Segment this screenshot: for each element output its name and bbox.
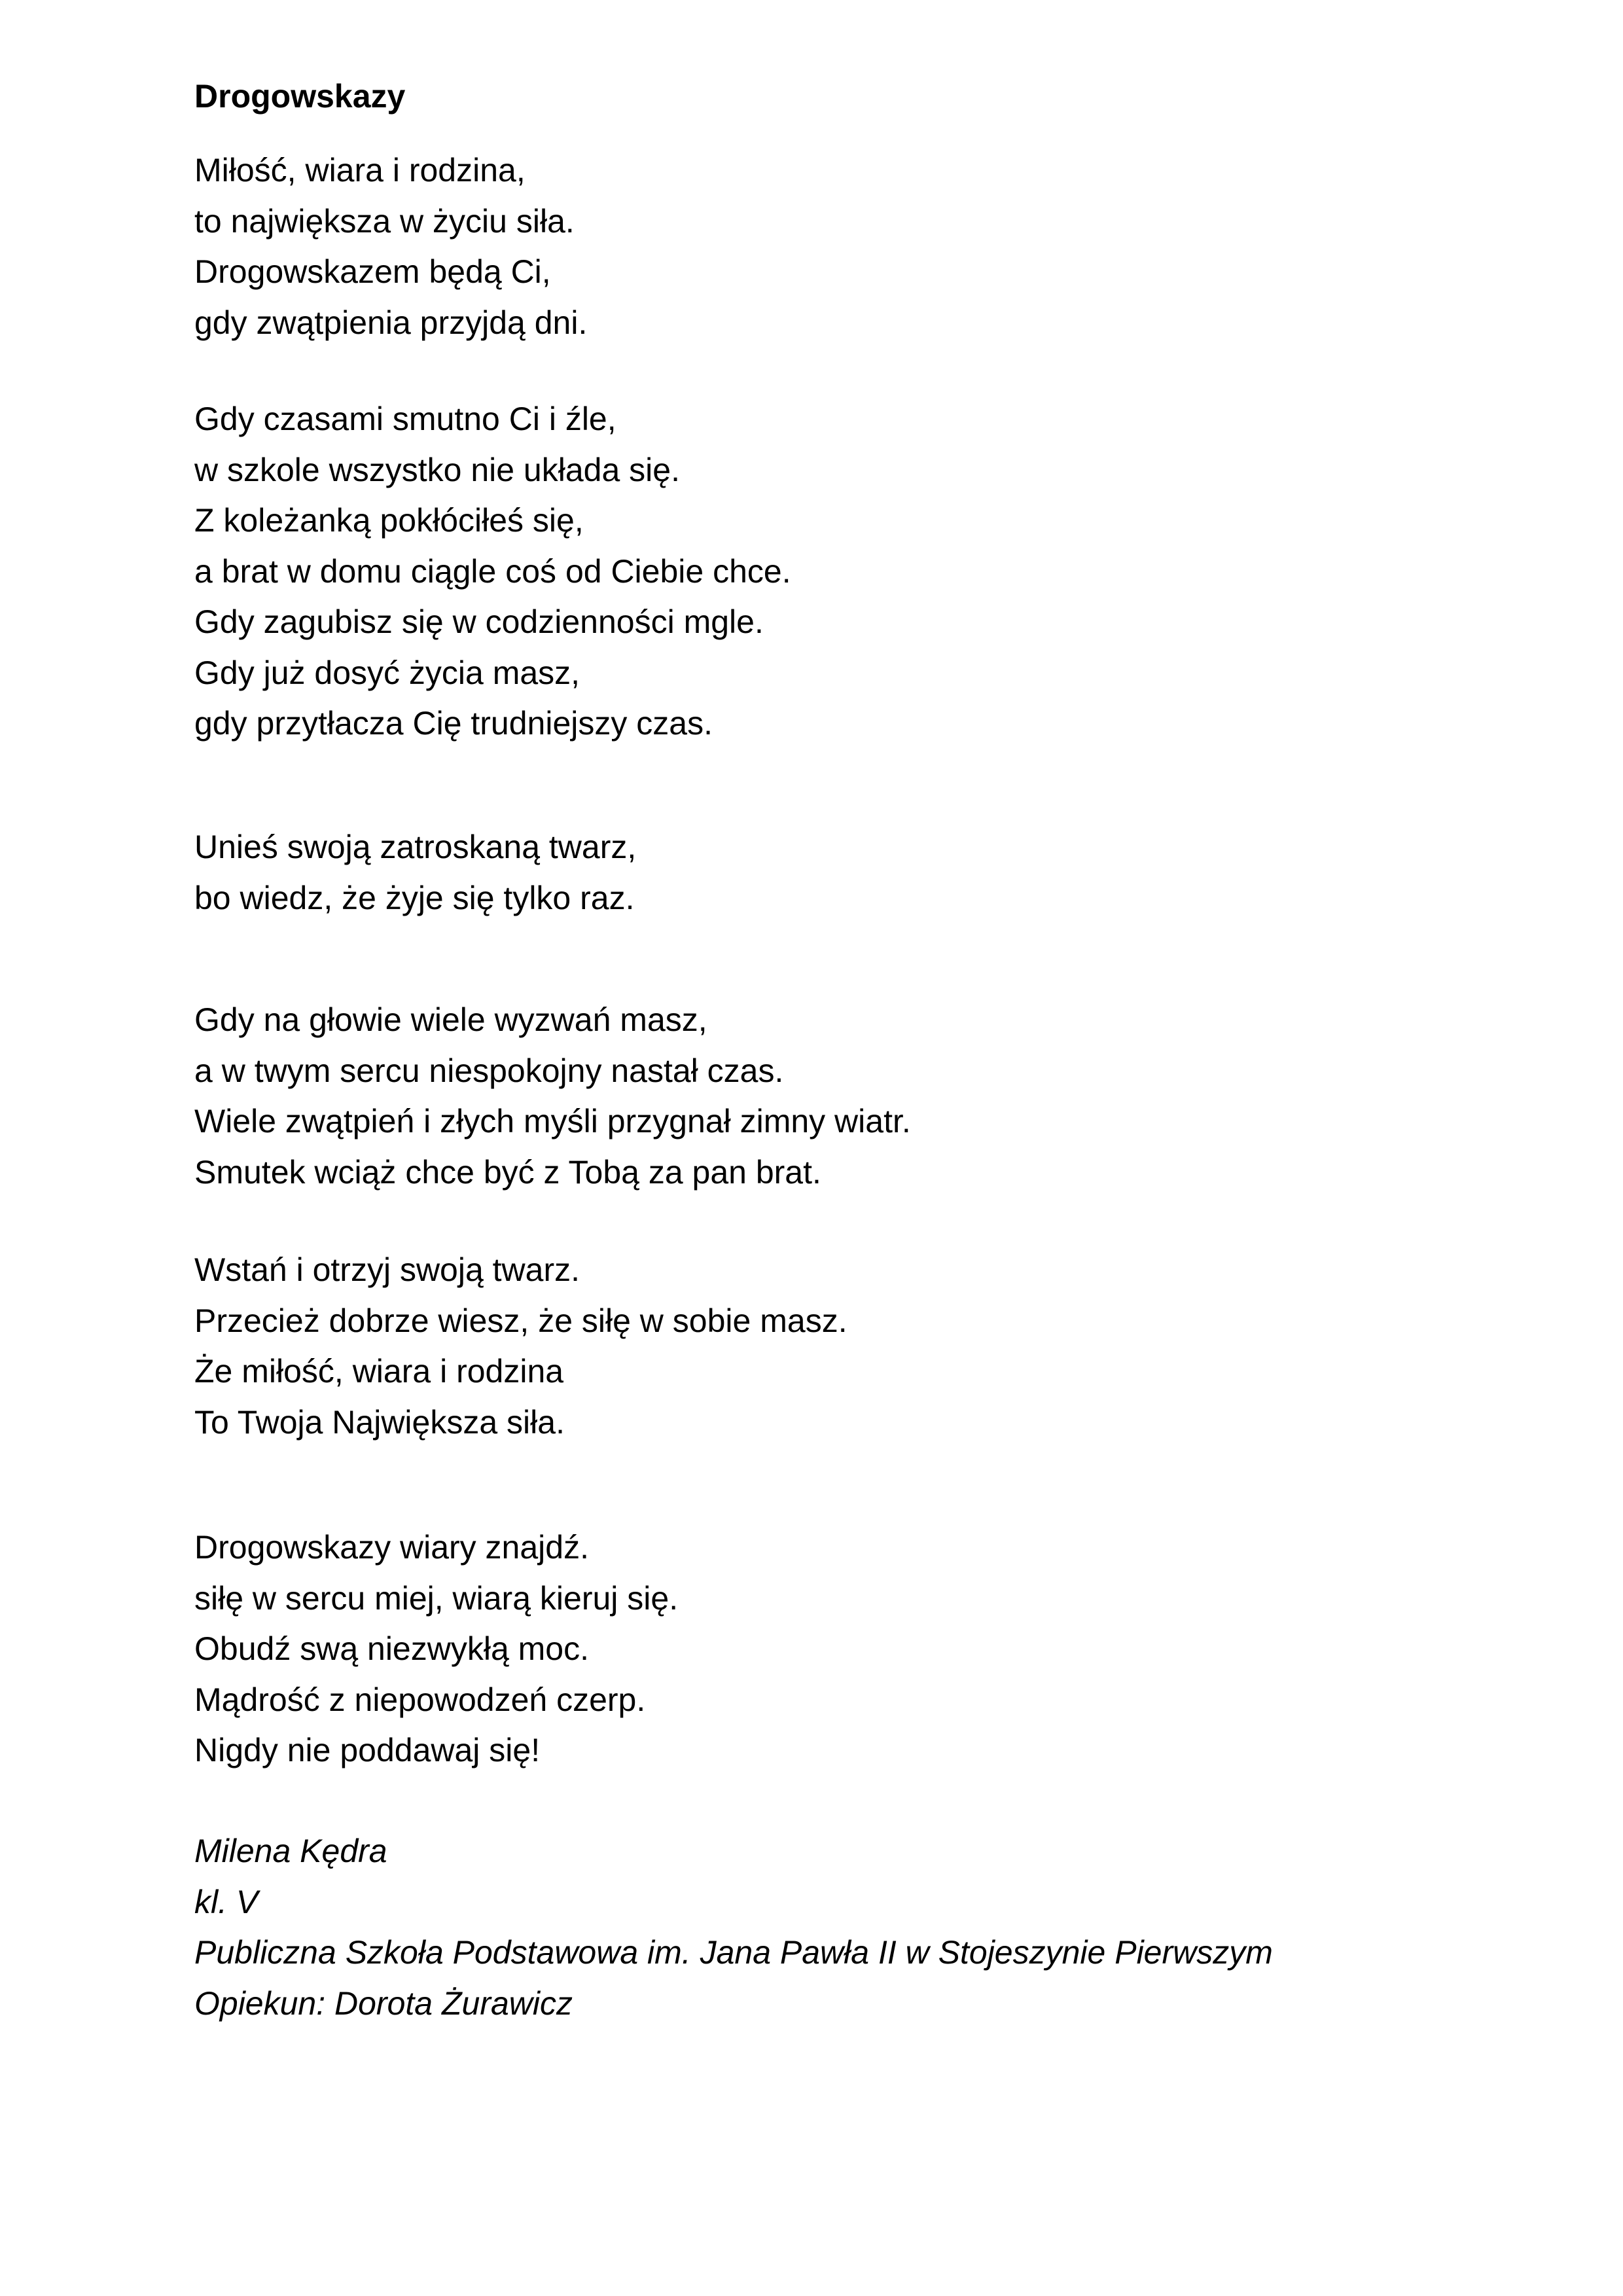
poem-line: Unieś swoją zatroskaną twarz, [194, 829, 637, 865]
poem-line: Drogowskazy wiary znajdź. [194, 1529, 589, 1566]
author-name: Milena Kędra [194, 1833, 387, 1869]
poem-line: to największa w życiu siła. [194, 202, 575, 240]
stanza-6 [194, 1522, 678, 1776]
poem-line: Nigdy nie poddawaj się! [194, 1732, 541, 1768]
poem-line: Gdy czasami smutno Ci i źle, [194, 401, 616, 437]
school-name: Publiczna Szkoła Podstawowa im. Jana Pawła II w Stojeszynie Pierwszym [194, 1934, 1273, 1971]
signature-block [194, 1826, 1273, 2029]
stanza-2 [194, 394, 791, 749]
poem-line: Smutek wciąż chce być z Tobą za pan brat. [194, 1153, 821, 1191]
poem-line: Wstań i otrzyj swoją twarz. [194, 1251, 580, 1288]
stanza-1 [194, 145, 587, 348]
poem-title: Drogowskazy [194, 78, 406, 115]
author-class: kl. V [194, 1883, 259, 1920]
poem-line: Gdy na głowie wiele wyzwań masz, [194, 1001, 707, 1038]
poem-line: Obudź swą niezwykłą moc. [194, 1630, 590, 1667]
poem-line: Że miłość, wiara i rodzina [194, 1353, 564, 1390]
poem-line: a brat w domu ciągle coś od Ciebie chce. [194, 552, 791, 590]
poem-line: Wiele zwątpień i złych myśli przygnał zimny wiatr. [194, 1103, 911, 1139]
poem-line: Z koleżanką pokłóciłeś się, [194, 502, 584, 539]
poem-line: bo wiedz, że żyje się tylko raz. [194, 879, 635, 916]
poem-line: Przecież dobrze wiesz, że siłę w sobie masz. [194, 1302, 847, 1339]
poem-line: Gdy zagubisz się w codzienności mgle. [194, 603, 764, 640]
poem-line: Miłość, wiara i rodzina, [194, 152, 526, 188]
poem-line: Mądrość z niepowodzeń czerp. [194, 1681, 646, 1718]
poem-line: a w twym sercu niespokojny nastał czas. [194, 1052, 784, 1089]
stanza-3 [194, 822, 636, 924]
stanza-4 [194, 995, 911, 1198]
poem-line: gdy zwątpienia przyjdą dni. [194, 304, 588, 341]
poem-line: To Twoja Największa siła. [194, 1403, 565, 1441]
poem-line: Gdy już dosyć życia masz, [194, 654, 580, 691]
stanza-5 [194, 1245, 847, 1448]
poem-line: w szkole wszystko nie układa się. [194, 451, 680, 488]
poem-line: gdy przytłacza Cię trudniejszy czas. [194, 705, 713, 742]
supervisor-name: Opiekun: Dorota Żurawicz [194, 1984, 573, 2022]
poem-line: siłę w sercu miej, wiarą kieruj się. [194, 1579, 679, 1617]
poem-line: Drogowskazem będą Ci, [194, 253, 551, 290]
